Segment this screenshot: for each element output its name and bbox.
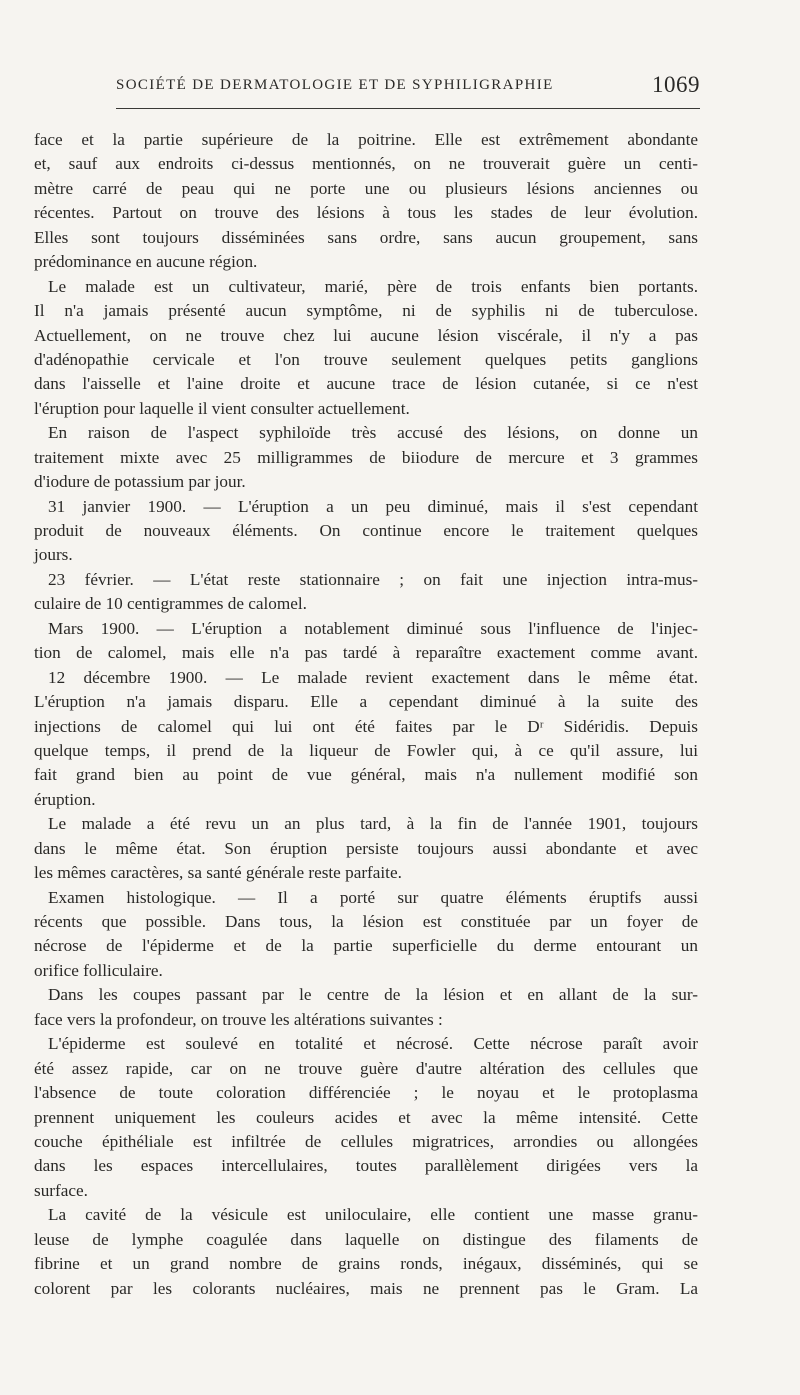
text-line: fait grand bien au point de vue général, mais n'a nullement modifié son xyxy=(34,765,698,785)
text-line: les mêmes caractères, sa santé générale reste parfaite. xyxy=(34,863,402,883)
text-line: mètre carré de peau qui ne porte une ou plusieurs lésions anciennes ou xyxy=(34,178,698,198)
running-head xyxy=(116,74,700,98)
text-line: 12 décembre 1900. — Le malade revient exactement dans le même état. xyxy=(48,667,698,687)
text-line: été assez rapide, car on ne trouve guère d'autre altération des cellules que xyxy=(34,1058,698,1078)
header-rule xyxy=(116,108,700,109)
text-line: produit de nouveaux éléments. On continue encore le traitement quelques xyxy=(34,521,698,540)
text-line: Mars 1900. — L'éruption a notablement diminué sous l'influence de l'injec- xyxy=(48,618,698,638)
text-line: surface. xyxy=(34,1180,88,1200)
text-line: La cavité de la vésicule est uniloculaire, elle contient une masse granu- xyxy=(48,1205,698,1225)
text-line: orifice folliculaire. xyxy=(34,960,163,980)
text-line: culaire de 10 centigrammes de calomel. xyxy=(34,594,307,614)
text-line: récents que possible. Dans tous, la lésion est constituée par un foyer de xyxy=(34,912,698,931)
text-line: récentes. Partout on trouve des lésions à tous les stades de leur évolution. xyxy=(34,203,698,223)
text-line: 23 février. — L'état reste stationnaire ; on fait une injection intra-mus- xyxy=(48,569,698,589)
text-line: face vers la profondeur, on trouve les altérations suivantes : xyxy=(34,1009,443,1029)
text-line: d'iodure de potassium par jour. xyxy=(34,472,246,492)
text-line: Il n'a jamais présenté aucun symptôme, ni de syphilis ni de tuberculose. xyxy=(34,301,698,321)
running-title: SOCIÉTÉ DE DERMATOLOGIE ET DE SYPHILIGRAPHIE xyxy=(116,77,554,93)
text-line: Le malade est un cultivateur, marié, père de trois enfants bien portants. xyxy=(48,276,698,296)
text-line: 31 janvier 1900. — L'éruption a un peu diminué, mais il s'est cependant xyxy=(48,496,698,516)
text-line: Examen histologique. — Il a porté sur quatre éléments éruptifs aussi xyxy=(48,887,698,907)
page-number: 1069 xyxy=(652,72,700,97)
text-line: dans les espaces intercellulaires, toutes parallèlement dirigées vers la xyxy=(34,1156,698,1176)
text-line: injections de calomel qui lui ont été faites par le Dʳ Sidéridis. Depuis xyxy=(34,716,698,736)
text-line: nécrose de l'épiderme et de la partie superficielle du derme entourant un xyxy=(34,936,698,956)
text-line: couche épithéliale est infiltrée de cellules migratrices, arrondies ou allongées xyxy=(34,1131,698,1151)
text-line: Actuellement, on ne trouve chez lui aucune lésion viscérale, il n'y a pas xyxy=(34,325,698,345)
text-line: fibrine et un grand nombre de grains ronds, inégaux, disséminés, qui se xyxy=(34,1254,698,1274)
text-line: jours. xyxy=(34,545,73,565)
text-line: traitement mixte avec 25 milligrammes de biiodure de mercure et 3 grammes xyxy=(34,447,698,467)
text-line: prédominance en aucune région. xyxy=(34,252,258,272)
text-line: face et la partie supérieure de la poitrine. Elle est extrêmement abondante xyxy=(34,130,698,149)
text-line: dans l'aisselle et l'aine droite et aucune trace de lésion cutanée, si ce n'est xyxy=(34,374,698,394)
text-line: quelque temps, il prend de la liqueur de Fowler qui, à ce qu'il assure, lui xyxy=(34,740,698,760)
text-line: l'éruption pour laquelle il vient consulter actuellement. xyxy=(34,398,410,418)
text-line: L'éruption n'a jamais disparu. Elle a cependant diminué à la suite des xyxy=(34,692,698,712)
text-line: leuse de lymphe coagulée dans laquelle on distingue des filaments de xyxy=(34,1229,698,1249)
text-line: L'épiderme est soulevé en totalité et nécrosé. Cette nécrose paraît avoir xyxy=(48,1034,698,1054)
text-line: l'absence de toute coloration différenciée ; le noyau et le protoplasma xyxy=(34,1083,698,1103)
text-line: Le malade a été revu un an plus tard, à la fin de l'année 1901, toujours xyxy=(48,814,698,834)
text-line: En raison de l'aspect syphiloïde très accusé des lésions, on donne un xyxy=(48,423,698,443)
text-line: colorent par les colorants nucléaires, mais ne prennent pas le Gram. La xyxy=(34,1278,698,1298)
text-line: Dans les coupes passant par le centre de la lésion et en allant de la sur- xyxy=(48,985,698,1005)
text-line: tion de calomel, mais elle n'a pas tardé à reparaître exactement comme avant. xyxy=(34,643,698,663)
text-line: éruption. xyxy=(34,789,96,809)
text-line: et, sauf aux endroits ci-dessus mentionnés, on ne trouverait guère un centi- xyxy=(34,154,698,174)
text-line: dans le même état. Son éruption persiste toujours aussi abondante et avec xyxy=(34,838,698,858)
text-line: d'adénopathie cervicale et l'on trouve seulement quelques petits ganglions xyxy=(34,349,698,369)
text-line: prennent uniquement les couleurs acides et avec la même intensité. Cette xyxy=(34,1107,698,1127)
body-text xyxy=(34,128,698,1301)
text-line: Elles sont toujours disséminées sans ordre, sans aucun groupement, sans xyxy=(34,227,698,247)
